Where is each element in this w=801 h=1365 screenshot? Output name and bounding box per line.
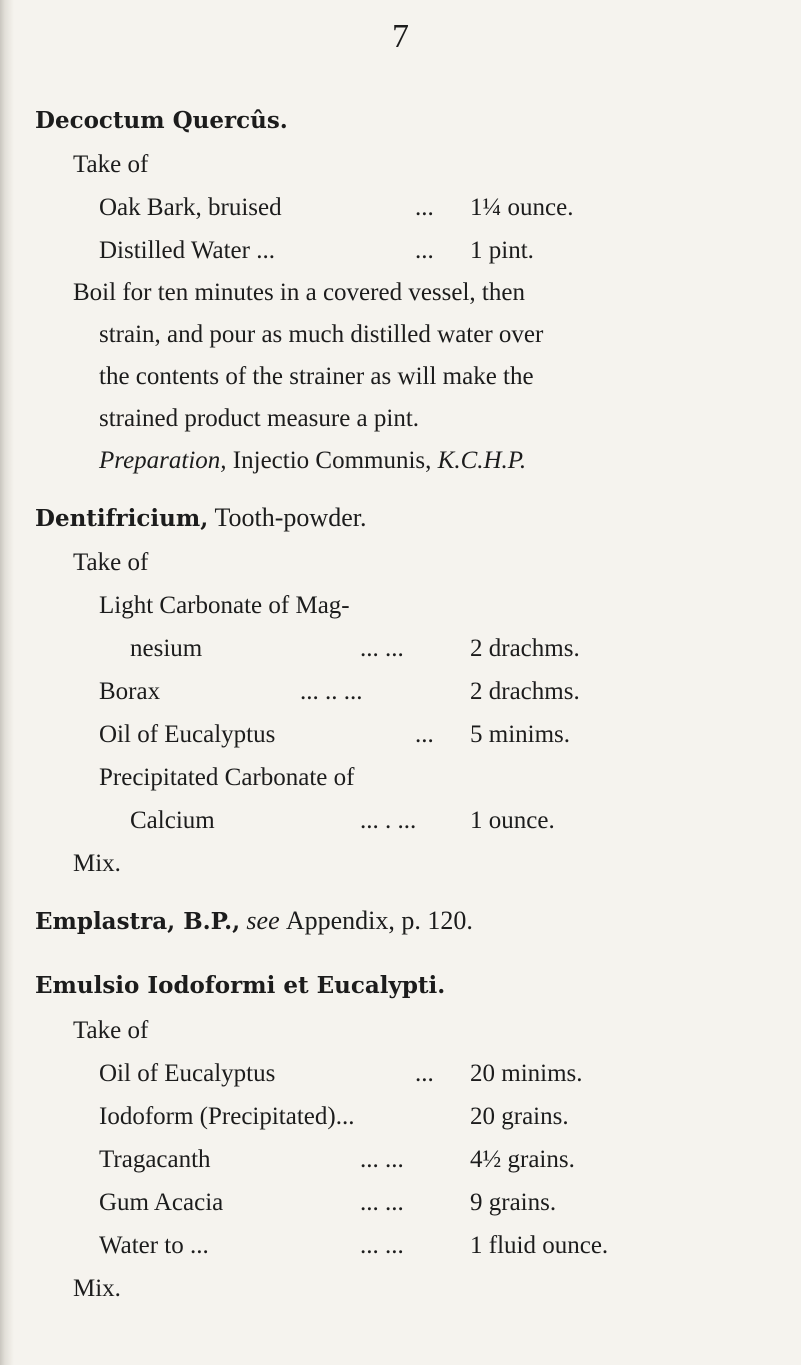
ingredient-name: Oil of Eucalyptus — [99, 721, 276, 748]
ingredient-amount: 1 pint. — [470, 237, 534, 264]
mix-label: Mix. — [73, 1275, 121, 1302]
section-title: Dentifricium, — [35, 505, 209, 532]
section-heading-emulsio — [35, 972, 445, 1000]
section-heading-decoctum-quercus — [35, 107, 288, 135]
ingredient-dots: ... .. ... — [300, 678, 363, 705]
page-number: 7 — [392, 18, 409, 55]
ingredient-amount: 2 drachms. — [470, 635, 580, 662]
section-heading-emplastra — [35, 906, 473, 936]
book-binding-shadow — [0, 0, 14, 1365]
ingredient-dots: ... — [415, 721, 434, 748]
ingredient-amount: 4½ grains. — [470, 1146, 575, 1173]
ingredient-amount: 20 minims. — [470, 1060, 583, 1087]
ingredient-name: Calcium — [130, 807, 215, 834]
ingredient-dots: ... — [415, 1060, 434, 1087]
ingredient-amount: 20 grains. — [470, 1103, 569, 1130]
preparation-line — [99, 448, 526, 473]
instruction-line: Boil for ten minutes in a covered vessel, then — [73, 279, 525, 306]
instruction-line: strained product measure a pint. — [99, 405, 420, 432]
ingredient-amount: 5 minims. — [470, 721, 571, 748]
ingredient-name: Gum Acacia — [99, 1189, 224, 1216]
section-heading-dentifricium — [35, 503, 366, 533]
take-of-label: Take of — [73, 549, 149, 576]
ingredient-name: Light Carbonate of Mag- — [99, 592, 350, 619]
ingredient-name: Borax — [99, 678, 161, 705]
ingredient-dots: ... ... — [360, 1232, 404, 1259]
preparation-text: Injectio Communis, — [232, 447, 432, 474]
ingredient-amount: 1¼ ounce. — [470, 194, 574, 221]
ingredient-amount: 1 fluid ounce. — [470, 1232, 609, 1259]
ingredient-name: Distilled Water ... — [99, 237, 275, 264]
ingredient-name: Precipitated Carbonate of — [99, 764, 355, 791]
ingredient-name: Tragacanth — [99, 1146, 211, 1173]
mix-label: Mix. — [73, 850, 121, 877]
preparation-label: Preparation, — [99, 447, 227, 474]
appendix-ref: Appendix, p. 120. — [285, 906, 473, 935]
ingredient-dots: ... . ... — [360, 807, 417, 834]
ingredient-dots: ... ... — [360, 1189, 404, 1216]
ingredient-name: Oak Bark, bruised — [99, 194, 282, 221]
section-title: Emulsio Iodoformi et Eucalypti. — [35, 972, 446, 999]
ingredient-dots: ... — [415, 194, 434, 221]
ingredient-amount: 2 drachms. — [470, 678, 580, 705]
instruction-line: the contents of the strainer as will make the — [99, 363, 534, 390]
see-label: see — [246, 906, 280, 935]
ingredient-name: Iodoform (Precipitated)... — [99, 1103, 355, 1130]
ingredient-name: Oil of Eucalyptus — [99, 1060, 276, 1087]
take-of-label: Take of — [73, 1017, 149, 1044]
section-title: Decoctum Quercûs. — [35, 107, 288, 134]
ingredient-dots: ... — [415, 237, 434, 264]
instruction-line: strain, and pour as much distilled water over — [99, 321, 544, 348]
ingredient-name: nesium — [130, 635, 203, 662]
ingredient-amount: 1 ounce. — [470, 807, 555, 834]
section-title: Emplastra, B.P., — [35, 908, 241, 935]
ingredient-amount: 9 grains. — [470, 1189, 557, 1216]
ingredient-name: Water to ... — [99, 1232, 209, 1259]
ingredient-dots: ... ... — [360, 635, 404, 662]
preparation-ref: K.C.H.P. — [437, 447, 527, 474]
take-of-label: Take of — [73, 151, 149, 178]
section-subtitle: Tooth-powder. — [214, 503, 367, 532]
ingredient-dots: ... ... — [360, 1146, 404, 1173]
